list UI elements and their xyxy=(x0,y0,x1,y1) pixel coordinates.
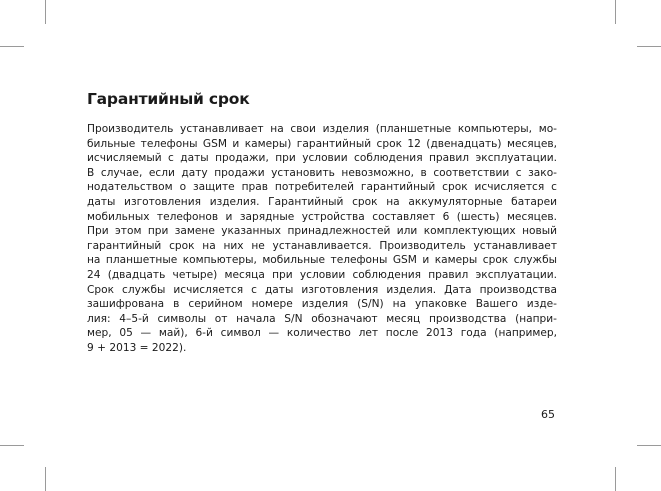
text-line: гарантийный срок на них не устанавливается. Производитель устанавливает xyxy=(87,239,557,252)
crop-mark xyxy=(45,467,46,491)
crop-mark xyxy=(615,0,616,24)
text-line: даты изготовления изделия. Гарантийный срок на аккумуляторные батареи xyxy=(87,195,557,208)
crop-mark xyxy=(0,445,24,446)
page-number: 65 xyxy=(541,408,555,421)
crop-mark xyxy=(615,467,616,491)
body-text xyxy=(87,122,557,356)
text-line: Срок службы исчисляется с даты изготовления изделия. Дата производства xyxy=(87,283,557,296)
crop-mark xyxy=(637,445,661,446)
text-line: исчисляемый с даты продажи, при условии соблюдения правил эксплуатации. xyxy=(87,152,557,165)
text-line: В случае, если дату продажи установить невозможно, в соответствии с зако- xyxy=(87,166,557,179)
text-line: 9 + 2013 = 2022). xyxy=(87,341,187,354)
text-line: на планшетные компьютеры, мобильные телефоны GSM и камеры срок службы xyxy=(87,254,557,267)
text-line: нодательством о защите прав потребителей гарантийный срок исчисляется с xyxy=(87,181,557,194)
crop-mark xyxy=(0,46,24,47)
text-line: 24 (двадцать четыре) месяца при условии соблюдения правил эксплуатации. xyxy=(87,268,557,281)
crop-mark xyxy=(45,0,46,24)
text-line: При этом при замене указанных принадлежностей или комплектующих новый xyxy=(87,225,557,238)
text-line: мер, 05 — май), 6-й символ — количество лет после 2013 года (например, xyxy=(87,327,557,340)
text-line: мобильных телефонов и зарядные устройства составляет 6 (шесть) месяцев. xyxy=(87,210,557,223)
text-line: бильные телефоны GSM и камеры) гарантийный срок 12 (двенадцать) месяцев, xyxy=(87,137,557,150)
section-title: Гарантийный срок xyxy=(87,90,250,108)
crop-mark xyxy=(637,46,661,47)
text-line: Производитель устанавливает на свои изделия (планшетные компьютеры, мо- xyxy=(87,123,557,135)
text-line: зашифрована в серийном номере изделия (S/N) на упаковке Вашего изде- xyxy=(87,298,557,311)
text-line: лия: 4–5-й символы от начала S/N обозначают месяц производства (напри- xyxy=(87,312,557,325)
